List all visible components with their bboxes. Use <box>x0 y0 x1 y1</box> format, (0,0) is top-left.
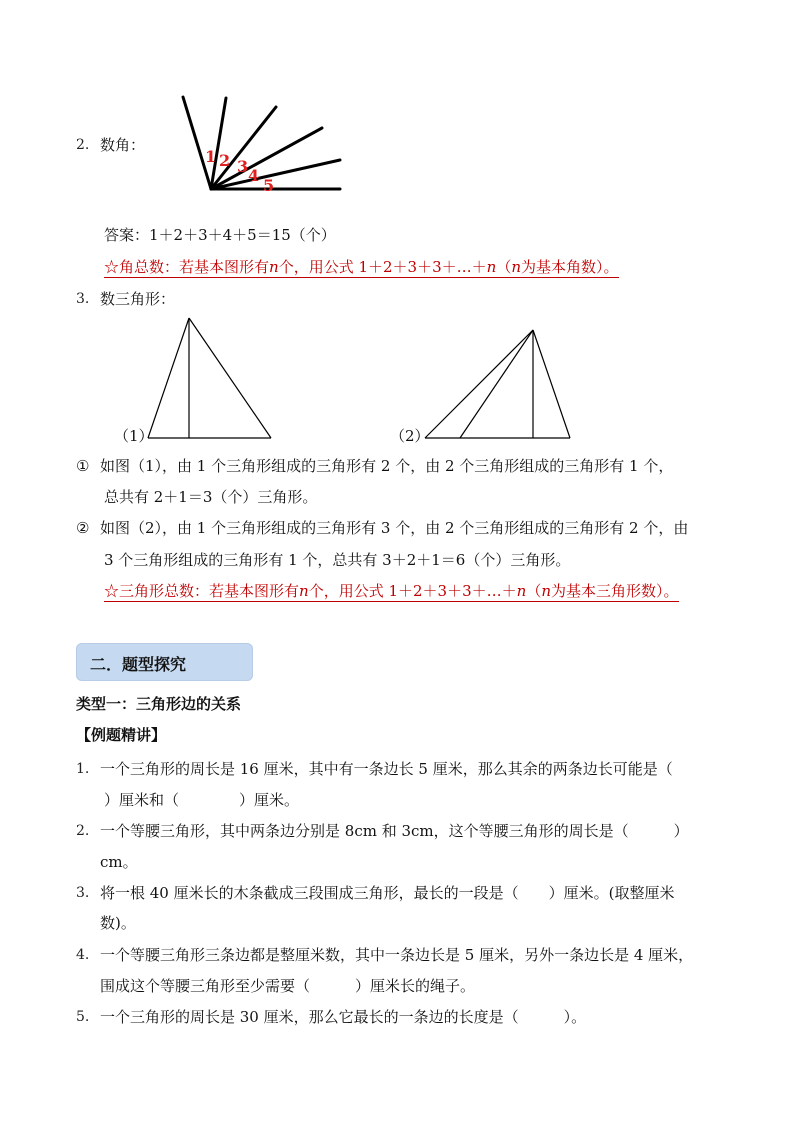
angle-label-5: 5 <box>263 176 275 195</box>
ray-2 <box>211 98 226 189</box>
question-4-line-2: 围成这个等腰三角形至少需要（ ）厘米长的绳子。 <box>100 977 476 995</box>
item-2-label: 数角： <box>100 136 146 154</box>
question-1-line-1: 一个三角形的周长是 16 厘米，其中有一条边长 5 厘米，那么其余的两条边长可能是（ <box>100 760 673 778</box>
triangle-figure-1 <box>140 312 280 442</box>
question-2-number: 2. <box>76 823 90 839</box>
section-banner <box>76 643 253 681</box>
question-1-number: 1. <box>76 761 90 777</box>
question-4-number: 4. <box>76 947 90 963</box>
angle-label-2: 2 <box>219 151 231 170</box>
question-5-number: 5. <box>76 1009 90 1025</box>
angle-label-3: 3 <box>237 157 249 176</box>
triangle-figure-2-label: （2） <box>390 427 430 445</box>
observation-1-line-1: 如图（1），由 1 个三角形组成的三角形有 2 个，由 2 个三角形组成的三角形有 1 个， <box>100 457 674 475</box>
example-header: 【例题精讲】 <box>76 726 167 744</box>
question-1-line-2: ）厘米和（ ）厘米。 <box>104 791 300 809</box>
section-banner-title: 二．题型探究 <box>90 655 187 674</box>
observation-2-line-1: 如图（2），由 1 个三角形组成的三角形有 3 个，由 2 个三角形组成的三角形有 2 个，由 <box>100 519 689 537</box>
observation-2-line-2: 3 个三角形组成的三角形有 1 个，总共有 3＋2＋1＝6（个）三角形。 <box>104 551 571 569</box>
angle-figure <box>178 92 348 200</box>
observation-2-mark: ② <box>76 519 90 537</box>
type-1-heading: 类型一：三角形边的关系 <box>76 695 242 713</box>
question-5-line-1: 一个三角形的周长是 30 厘米，那么它最长的一条边的长度是（ ）。 <box>100 1008 587 1026</box>
triangle-tip: ☆三角形总数：若基本图形有n个，用公式 1＋2＋3＋3＋…＋n（n为基本三角形数）。 <box>104 582 679 600</box>
angle-answer: 答案：1＋2＋3＋4＋5＝15（个） <box>104 226 336 244</box>
observation-1-mark: ① <box>76 457 90 475</box>
question-3-line-2: 数)。 <box>100 914 136 932</box>
angle-label-1: 1 <box>205 147 217 166</box>
triangle-figure-1-label: （1） <box>114 427 154 445</box>
ray-1 <box>183 97 211 189</box>
question-3-number: 3. <box>76 885 90 901</box>
question-2-line-2: cm。 <box>100 853 138 871</box>
triangle-figure-2 <box>420 322 580 442</box>
question-4-line-1: 一个等腰三角形三条边都是整厘米数，其中一条边长是 5 厘米，另外一条边长是 4 厘米， <box>100 946 694 964</box>
question-2-line-1: 一个等腰三角形，其中两条边分别是 8cm 和 3cm，这个等腰三角形的周长是（ ） <box>100 822 689 840</box>
item-3-label: 数三角形： <box>100 290 176 308</box>
observation-1-line-2: 总共有 2＋1＝3（个）三角形。 <box>104 488 318 506</box>
angle-tip: ☆角总数：若基本图形有n个，用公式 1＋2＋3＋3＋…＋n（n为基本角数）。 <box>104 258 619 276</box>
item-2-number: 2. <box>76 137 90 153</box>
question-3-line-1: 将一根 40 厘米长的木条截成三段围成三角形，最长的一段是（ ）厘米。(取整厘米 <box>100 884 675 902</box>
angle-label-4: 4 <box>248 166 260 185</box>
item-3-number: 3. <box>76 291 90 307</box>
